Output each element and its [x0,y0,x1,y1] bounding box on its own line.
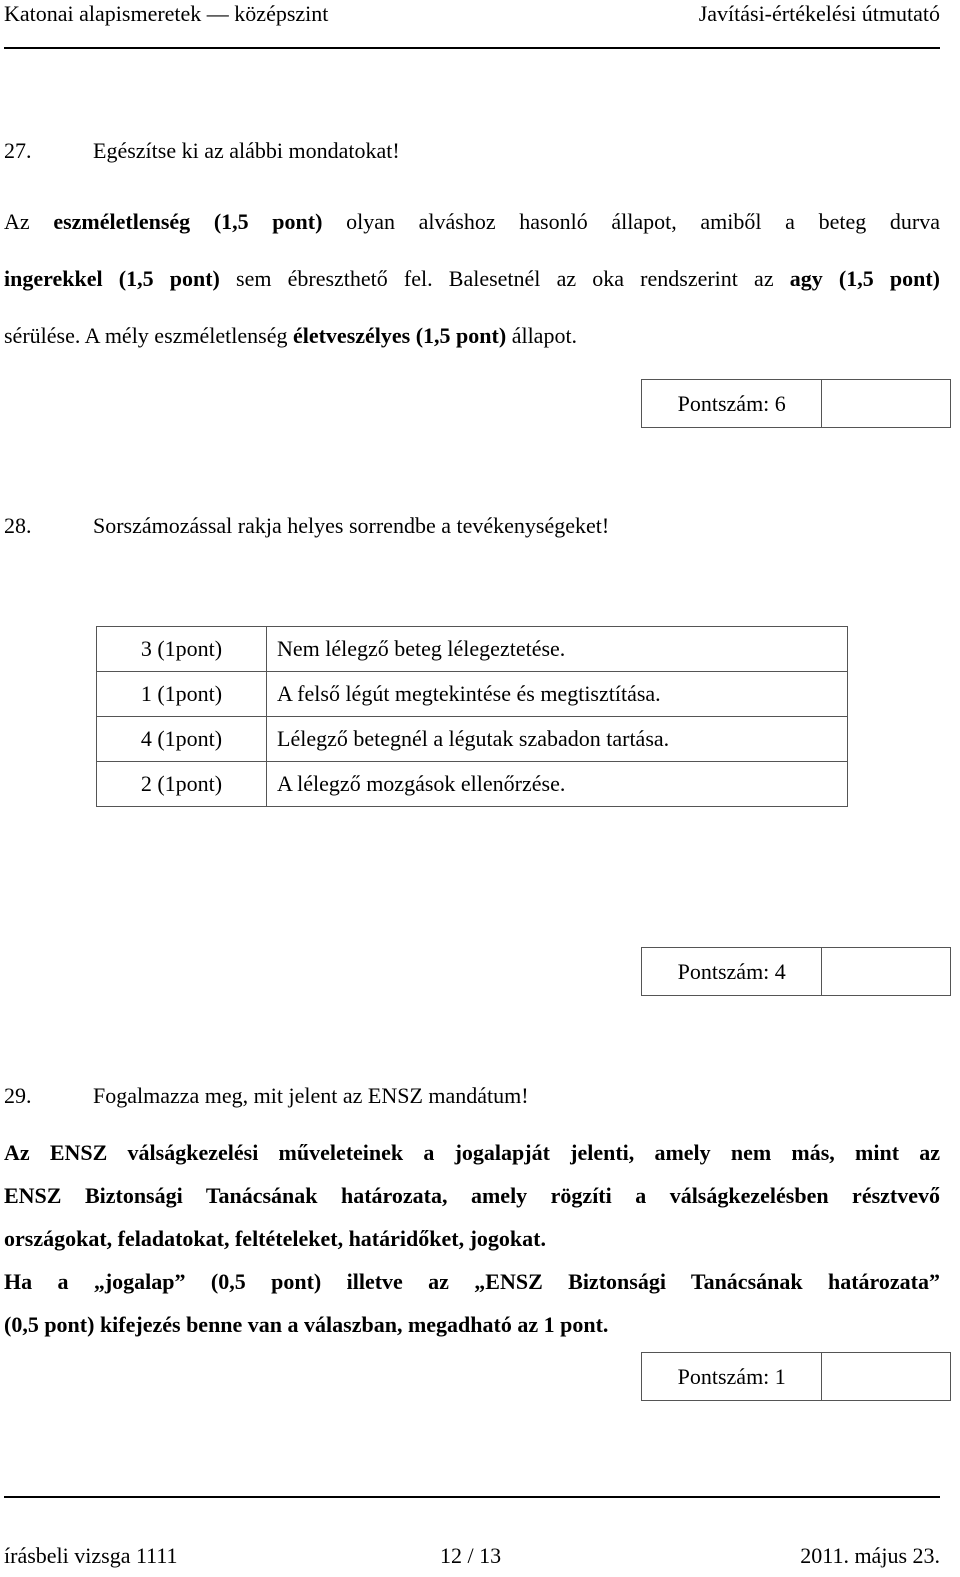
q27-key-term: ingerekkel (1,5 pont) [4,266,220,291]
table-row [97,672,848,717]
score-label: Pontszám: 4 [642,948,822,995]
answer-line: Az ENSZ válságkezelési műveleteinek a jogalapját jelenti, amely nem más, mint az [4,1140,940,1165]
answer-line: ENSZ Biztonsági Tanácsának határozata, amely rögzíti a válságkezelésben résztvevő [4,1183,940,1208]
q27-text: olyan alváshoz hasonló állapot, amiből a beteg durva [322,209,941,234]
footer-divider [4,1496,940,1498]
q27-text: sem ébreszthető fel. Balesetnél az oka rendszerint az [219,266,790,291]
question-28-prompt: Sorszámozással rakja helyes sorrendbe a tevékenységeket! [93,513,610,538]
question-27-prompt: Egészítse ki az alábbi mondatokat! [93,138,400,163]
points-cell: 2 (1pont) [97,762,267,807]
question-27-line-1 [4,209,940,266]
score-blank-cell [822,948,950,995]
question-27-answer [4,209,940,380]
question-27-score-box [641,379,951,428]
question-29-prompt: Fogalmazza meg, mit jelent az ENSZ mandátum! [93,1083,529,1108]
header-subtitle: Javítási-értékelési útmutató [698,1,940,26]
activity-cell: A felső légút megtekintése és megtisztítása. [267,672,848,717]
question-29-score-box [641,1352,951,1401]
points-cell: 3 (1pont) [97,627,267,672]
score-label: Pontszám: 1 [642,1353,822,1400]
order-table [96,626,848,807]
header-title: Katonai alapismeretek — középszint [4,1,329,26]
question-27-line-2 [4,266,940,323]
activity-cell: Nem lélegző beteg lélegeztetése. [267,627,848,672]
activity-cell: Lélegző betegnél a légutak szabadon tartása. [267,717,848,762]
table-row [97,762,848,807]
points-cell: 1 (1pont) [97,672,267,717]
score-blank-cell [822,1353,950,1400]
table-row [97,717,848,762]
table-row [97,627,848,672]
points-cell: 4 (1pont) [97,717,267,762]
question-28-number: 28. [4,513,32,538]
footer-page-number: 12 / 13 [440,1543,502,1568]
q27-key-term: agy (1,5 pont) [789,266,941,291]
question-29-number: 29. [4,1083,32,1108]
q27-text: Az [4,209,54,234]
q27-key-term: eszméletlenség (1,5 pont) [53,209,323,234]
activity-cell: A lélegző mozgások ellenőrzése. [267,762,848,807]
question-28-score-box [641,947,951,996]
score-blank-cell [822,380,950,427]
score-label: Pontszám: 6 [642,380,822,427]
footer-date: 2011. május 23. [800,1543,940,1568]
q27-text: sérülése. A mély eszméletlenség [4,323,293,348]
answer-line: Ha a „jogalap” (0,5 pont) illetve az „ENSZ Biztonsági Tanácsának határozata” [4,1269,940,1294]
question-27-number: 27. [4,138,32,163]
q27-text: állapot. [506,323,578,348]
answer-line: (0,5 pont) kifejezés benne van a válaszban, megadható az 1 pont. [4,1312,609,1337]
q27-key-term: életveszélyes (1,5 pont) [292,323,507,348]
header-divider [4,47,940,49]
footer-exam-id: írásbeli vizsga 1111 [4,1543,178,1568]
question-29-answer [4,1140,940,1355]
question-27-line-3 [4,323,940,380]
answer-line: országokat, feladatokat, feltételeket, határidőket, jogokat. [4,1226,546,1251]
